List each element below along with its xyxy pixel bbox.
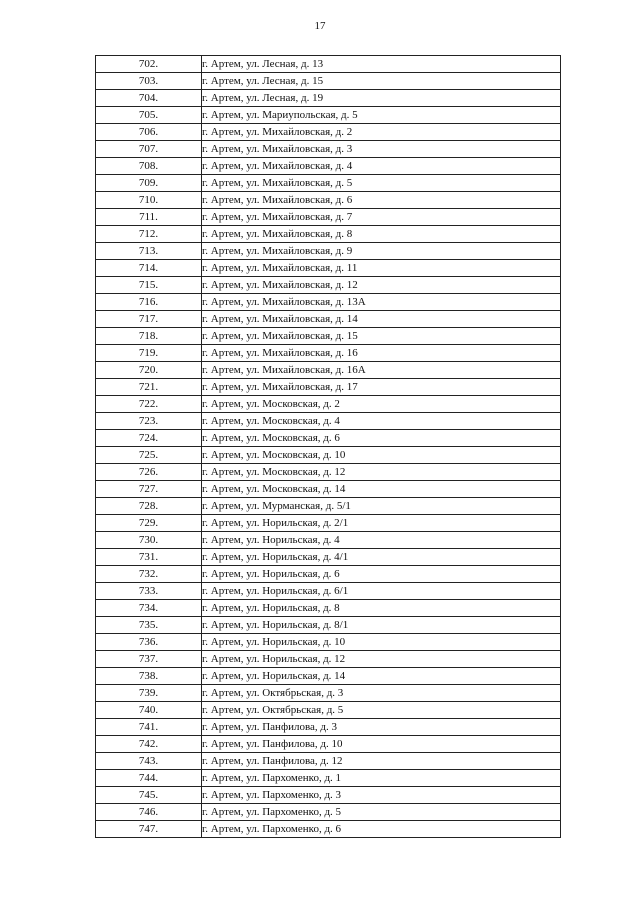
row-address: г. Артем, ул. Московская, д. 12 bbox=[202, 464, 561, 481]
table-row bbox=[96, 73, 561, 90]
row-number: 711. bbox=[96, 209, 202, 226]
row-number: 710. bbox=[96, 192, 202, 209]
table-row bbox=[96, 481, 561, 498]
row-number: 727. bbox=[96, 481, 202, 498]
row-address: г. Артем, ул. Михайловская, д. 17 bbox=[202, 379, 561, 396]
table-row bbox=[96, 651, 561, 668]
table-row bbox=[96, 566, 561, 583]
table-row bbox=[96, 209, 561, 226]
row-number: 736. bbox=[96, 634, 202, 651]
table-row bbox=[96, 192, 561, 209]
table-row bbox=[96, 736, 561, 753]
row-number: 744. bbox=[96, 770, 202, 787]
table-row bbox=[96, 294, 561, 311]
row-number: 737. bbox=[96, 651, 202, 668]
row-number: 742. bbox=[96, 736, 202, 753]
row-address: г. Артем, ул. Пархоменко, д. 1 bbox=[202, 770, 561, 787]
address-table bbox=[95, 55, 561, 838]
row-address: г. Артем, ул. Михайловская, д. 9 bbox=[202, 243, 561, 260]
row-address: г. Артем, ул. Михайловская, д. 16А bbox=[202, 362, 561, 379]
table-row bbox=[96, 787, 561, 804]
table-row bbox=[96, 311, 561, 328]
row-number: 703. bbox=[96, 73, 202, 90]
table-row bbox=[96, 600, 561, 617]
table-row bbox=[96, 379, 561, 396]
row-number: 714. bbox=[96, 260, 202, 277]
row-number: 739. bbox=[96, 685, 202, 702]
table-row bbox=[96, 413, 561, 430]
row-address: г. Артем, ул. Мариупольская, д. 5 bbox=[202, 107, 561, 124]
row-address: г. Артем, ул. Михайловская, д. 8 bbox=[202, 226, 561, 243]
table-row bbox=[96, 583, 561, 600]
row-address: г. Артем, ул. Норильская, д. 4/1 bbox=[202, 549, 561, 566]
row-number: 713. bbox=[96, 243, 202, 260]
page-number: 17 bbox=[314, 20, 326, 32]
table-row bbox=[96, 532, 561, 549]
row-address: г. Артем, ул. Октябрьская, д. 5 bbox=[202, 702, 561, 719]
row-number: 723. bbox=[96, 413, 202, 430]
row-number: 730. bbox=[96, 532, 202, 549]
row-number: 746. bbox=[96, 804, 202, 821]
row-number: 741. bbox=[96, 719, 202, 736]
row-address: г. Артем, ул. Норильская, д. 4 bbox=[202, 532, 561, 549]
table-row bbox=[96, 447, 561, 464]
table-row bbox=[96, 498, 561, 515]
row-number: 729. bbox=[96, 515, 202, 532]
table-row bbox=[96, 515, 561, 532]
table-row bbox=[96, 668, 561, 685]
row-number: 708. bbox=[96, 158, 202, 175]
table-row bbox=[96, 277, 561, 294]
row-address: г. Артем, ул. Московская, д. 2 bbox=[202, 396, 561, 413]
row-address: г. Артем, ул. Михайловская, д. 3 bbox=[202, 141, 561, 158]
table-row bbox=[96, 124, 561, 141]
table-row bbox=[96, 396, 561, 413]
table-row bbox=[96, 158, 561, 175]
row-address: г. Артем, ул. Норильская, д. 8/1 bbox=[202, 617, 561, 634]
row-number: 715. bbox=[96, 277, 202, 294]
row-number: 709. bbox=[96, 175, 202, 192]
table-row bbox=[96, 617, 561, 634]
row-address: г. Артем, ул. Мурманская, д. 5/1 bbox=[202, 498, 561, 515]
table-row bbox=[96, 464, 561, 481]
row-number: 717. bbox=[96, 311, 202, 328]
row-address: г. Артем, ул. Октябрьская, д. 3 bbox=[202, 685, 561, 702]
table-row bbox=[96, 804, 561, 821]
table-row bbox=[96, 328, 561, 345]
row-number: 721. bbox=[96, 379, 202, 396]
row-address: г. Артем, ул. Михайловская, д. 2 bbox=[202, 124, 561, 141]
row-address: г. Артем, ул. Панфилова, д. 3 bbox=[202, 719, 561, 736]
address-table-body bbox=[96, 56, 561, 838]
row-address: г. Артем, ул. Московская, д. 4 bbox=[202, 413, 561, 430]
row-address: г. Артем, ул. Михайловская, д. 12 bbox=[202, 277, 561, 294]
row-number: 720. bbox=[96, 362, 202, 379]
row-number: 707. bbox=[96, 141, 202, 158]
table-row bbox=[96, 430, 561, 447]
row-address: г. Артем, ул. Пархоменко, д. 5 bbox=[202, 804, 561, 821]
row-address: г. Артем, ул. Московская, д. 6 bbox=[202, 430, 561, 447]
table-row bbox=[96, 90, 561, 107]
row-address: г. Артем, ул. Михайловская, д. 4 bbox=[202, 158, 561, 175]
table-row bbox=[96, 702, 561, 719]
table-row bbox=[96, 685, 561, 702]
row-address: г. Артем, ул. Михайловская, д. 7 bbox=[202, 209, 561, 226]
table-row bbox=[96, 753, 561, 770]
row-number: 743. bbox=[96, 753, 202, 770]
row-number: 740. bbox=[96, 702, 202, 719]
table-row bbox=[96, 260, 561, 277]
row-address: г. Артем, ул. Михайловская, д. 5 bbox=[202, 175, 561, 192]
row-number: 705. bbox=[96, 107, 202, 124]
row-address: г. Артем, ул. Московская, д. 10 bbox=[202, 447, 561, 464]
row-number: 745. bbox=[96, 787, 202, 804]
row-number: 722. bbox=[96, 396, 202, 413]
row-address: г. Артем, ул. Лесная, д. 19 bbox=[202, 90, 561, 107]
row-number: 728. bbox=[96, 498, 202, 515]
row-address: г. Артем, ул. Норильская, д. 12 bbox=[202, 651, 561, 668]
row-number: 725. bbox=[96, 447, 202, 464]
table-row bbox=[96, 770, 561, 787]
row-number: 712. bbox=[96, 226, 202, 243]
row-number: 702. bbox=[96, 56, 202, 73]
row-number: 734. bbox=[96, 600, 202, 617]
row-number: 731. bbox=[96, 549, 202, 566]
row-number: 718. bbox=[96, 328, 202, 345]
row-address: г. Артем, ул. Михайловская, д. 13А bbox=[202, 294, 561, 311]
table-row bbox=[96, 56, 561, 73]
row-number: 738. bbox=[96, 668, 202, 685]
row-address: г. Артем, ул. Михайловская, д. 6 bbox=[202, 192, 561, 209]
row-address: г. Артем, ул. Норильская, д. 6/1 bbox=[202, 583, 561, 600]
row-number: 719. bbox=[96, 345, 202, 362]
row-address: г. Артем, ул. Панфилова, д. 10 bbox=[202, 736, 561, 753]
row-address: г. Артем, ул. Михайловская, д. 16 bbox=[202, 345, 561, 362]
row-address: г. Артем, ул. Норильская, д. 14 bbox=[202, 668, 561, 685]
row-address: г. Артем, ул. Норильская, д. 8 bbox=[202, 600, 561, 617]
row-address: г. Артем, ул. Лесная, д. 15 bbox=[202, 73, 561, 90]
row-address: г. Артем, ул. Московская, д. 14 bbox=[202, 481, 561, 498]
row-number: 724. bbox=[96, 430, 202, 447]
row-address: г. Артем, ул. Норильская, д. 2/1 bbox=[202, 515, 561, 532]
table-row bbox=[96, 345, 561, 362]
row-address: г. Артем, ул. Михайловская, д. 14 bbox=[202, 311, 561, 328]
row-number: 733. bbox=[96, 583, 202, 600]
row-number: 735. bbox=[96, 617, 202, 634]
table-row bbox=[96, 226, 561, 243]
row-address: г. Артем, ул. Пархоменко, д. 6 bbox=[202, 821, 561, 838]
table-row bbox=[96, 634, 561, 651]
row-number: 747. bbox=[96, 821, 202, 838]
row-number: 716. bbox=[96, 294, 202, 311]
row-address: г. Артем, ул. Норильская, д. 6 bbox=[202, 566, 561, 583]
row-address: г. Артем, ул. Панфилова, д. 12 bbox=[202, 753, 561, 770]
table-row bbox=[96, 141, 561, 158]
table-row bbox=[96, 549, 561, 566]
table-row bbox=[96, 107, 561, 124]
table-row bbox=[96, 362, 561, 379]
table-row bbox=[96, 719, 561, 736]
row-number: 704. bbox=[96, 90, 202, 107]
row-number: 732. bbox=[96, 566, 202, 583]
table-row bbox=[96, 175, 561, 192]
row-number: 726. bbox=[96, 464, 202, 481]
row-number: 706. bbox=[96, 124, 202, 141]
table-row bbox=[96, 243, 561, 260]
table-row bbox=[96, 821, 561, 838]
row-address: г. Артем, ул. Пархоменко, д. 3 bbox=[202, 787, 561, 804]
row-address: г. Артем, ул. Норильская, д. 10 bbox=[202, 634, 561, 651]
row-address: г. Артем, ул. Михайловская, д. 11 bbox=[202, 260, 561, 277]
row-address: г. Артем, ул. Михайловская, д. 15 bbox=[202, 328, 561, 345]
row-address: г. Артем, ул. Лесная, д. 13 bbox=[202, 56, 561, 73]
